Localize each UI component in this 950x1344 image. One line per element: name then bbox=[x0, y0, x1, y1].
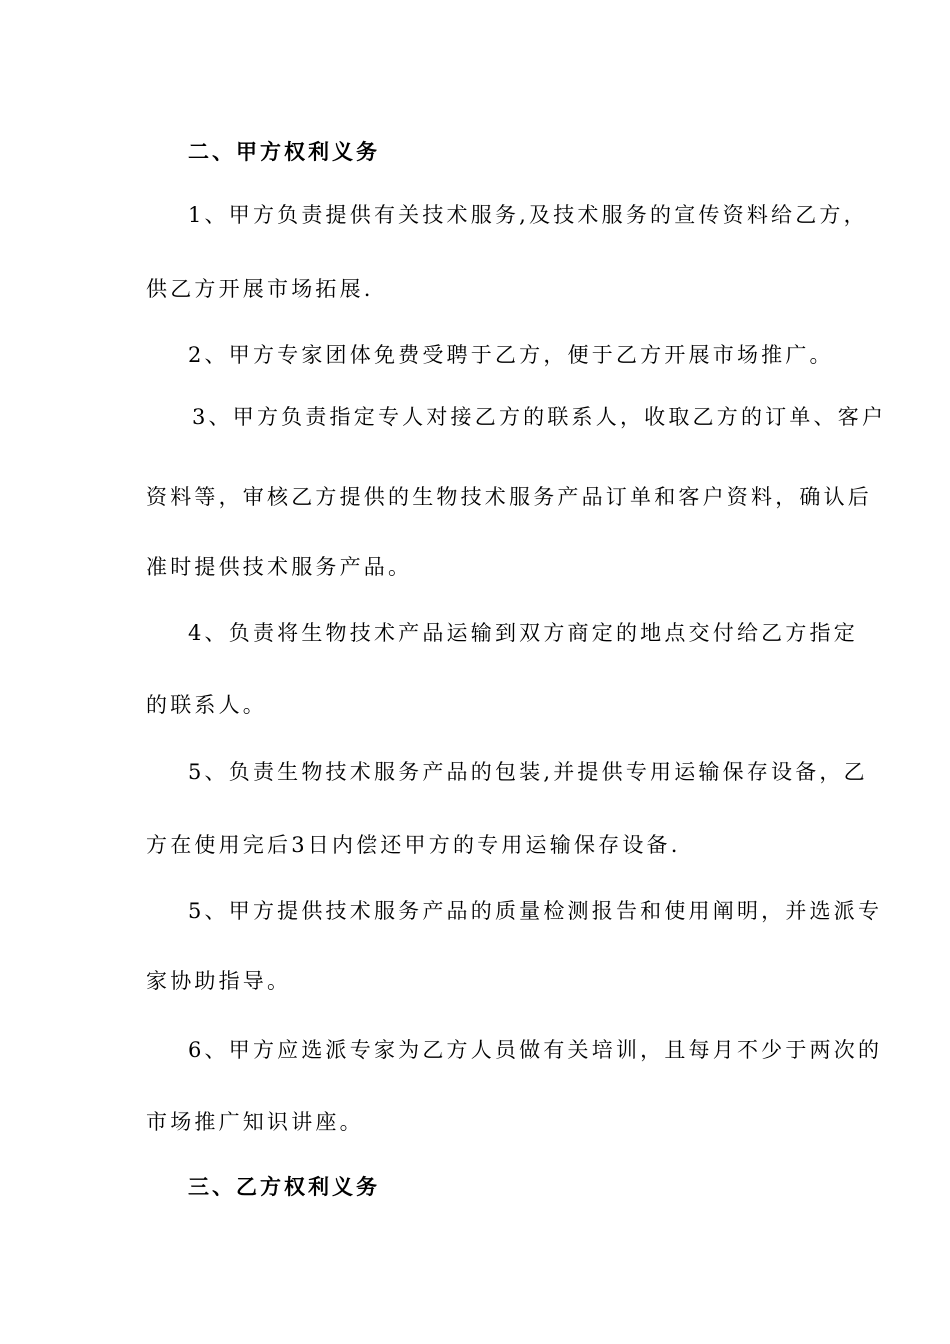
paragraph-line: 5、甲方提供技术服务产品的质量检测报告和使用阐明，并选派专 bbox=[188, 899, 883, 923]
paragraph-line: 的联系人。 bbox=[146, 693, 267, 717]
paragraph-line: 3、甲方负责指定专人对接乙方的联系人，收取乙方的订单、客户 bbox=[192, 405, 887, 429]
paragraph-line: 市场推广知识讲座。 bbox=[146, 1110, 364, 1134]
paragraph-line: 家协助指导。 bbox=[146, 969, 292, 993]
paragraph-line: 2、甲方专家团体免费受聘于乙方，便于乙方开展市场推广。 bbox=[188, 343, 834, 367]
paragraph-line: 资料等，审核乙方提供的生物技术服务产品订单和客户资料，确认后 bbox=[146, 485, 872, 509]
paragraph-line: 准时提供技术服务产品。 bbox=[146, 555, 413, 579]
paragraph-line: 供乙方开展市场拓展. bbox=[146, 277, 374, 301]
section-heading-party-a: 二、甲方权利义务 bbox=[188, 139, 380, 164]
paragraph-line: 1、甲方负责提供有关技术服务,及技术服务的宣传资料给乙方， bbox=[188, 203, 868, 227]
paragraph-line: 6、甲方应选派专家为乙方人员做有关培训，且每月不少于两次的 bbox=[188, 1038, 883, 1062]
paragraph-line: 4、负责将生物技术产品运输到双方商定的地点交付给乙方指定 bbox=[188, 621, 858, 645]
paragraph-line: 方在使用完后3日内偿还甲方的专用运输保存设备. bbox=[146, 833, 681, 857]
paragraph-line: 5、负责生物技术服务产品的包装,并提供专用运输保存设备，乙 bbox=[188, 760, 868, 784]
section-heading-party-b: 三、乙方权利义务 bbox=[188, 1174, 380, 1199]
